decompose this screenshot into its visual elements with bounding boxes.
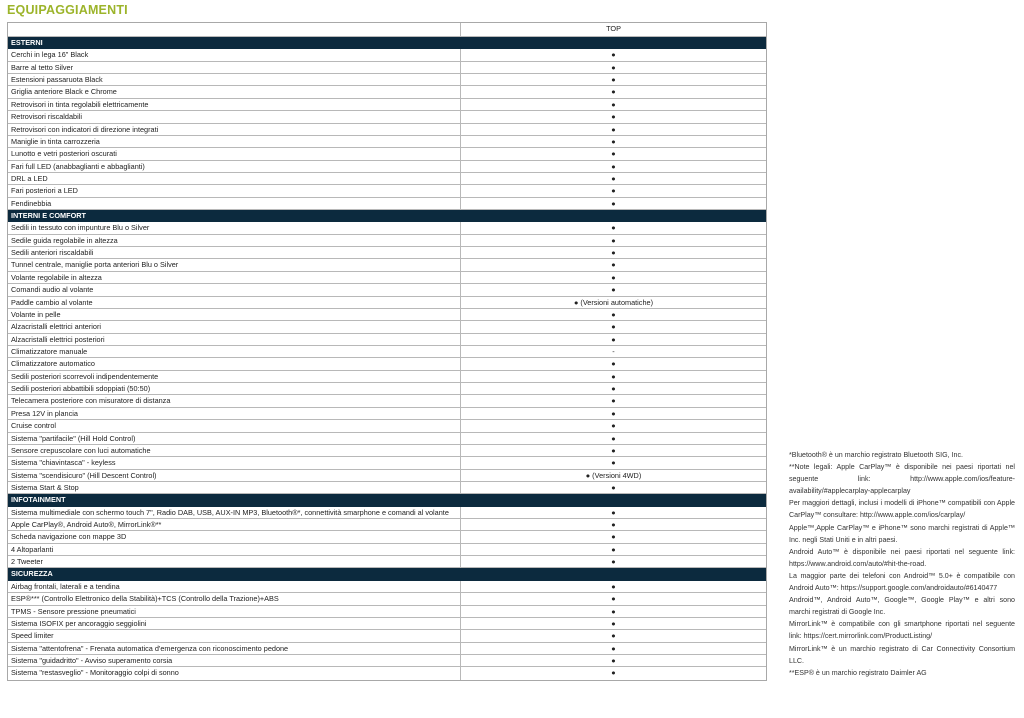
table-row bbox=[8, 371, 766, 383]
footnote: Android™, Android Auto™, Google™, Google Play™ e altri sono marchi registrati di Google Inc. bbox=[789, 596, 1015, 617]
feature-label: Sistema Start & Stop bbox=[8, 482, 461, 493]
feature-availability: ● bbox=[611, 50, 616, 60]
feature-availability: ● bbox=[611, 260, 616, 270]
feature-label: Sistema "guidadritto" - Avviso superamento corsia bbox=[8, 655, 461, 666]
feature-label: Speed limiter bbox=[8, 630, 461, 641]
feature-availability: ● bbox=[611, 631, 616, 641]
feature-label: 4 Altoparlanti bbox=[8, 544, 461, 555]
feature-availability: ● bbox=[611, 99, 616, 109]
feature-label: Sistema ISOFIX per ancoraggio seggiolini bbox=[8, 618, 461, 629]
feature-availability: ● bbox=[611, 408, 616, 418]
section-header-row bbox=[8, 568, 766, 580]
table-row bbox=[8, 346, 766, 358]
equipment-table bbox=[7, 22, 767, 681]
feature-availability: ● bbox=[611, 532, 616, 542]
feature-availability: ● bbox=[611, 643, 616, 653]
feature-label: 2 Tweeter bbox=[8, 556, 461, 567]
feature-label: Comandi audio al volante bbox=[8, 284, 461, 295]
table-row bbox=[8, 643, 766, 655]
feature-availability: ● bbox=[611, 507, 616, 517]
feature-availability: ● bbox=[611, 75, 616, 85]
table-row bbox=[8, 272, 766, 284]
feature-label: Apple CarPlay®, Android Auto®, MirrorLink®** bbox=[8, 519, 461, 530]
feature-label: Climatizzatore automatico bbox=[8, 358, 461, 369]
feature-label: Volante in pelle bbox=[8, 309, 461, 320]
footnote: **ESP® è un marchio registrato Daimler AG bbox=[789, 668, 927, 677]
table-row bbox=[8, 531, 766, 543]
feature-label: Sistema "scendisicuro" (Hill Descent Control) bbox=[8, 470, 461, 481]
table-row bbox=[8, 284, 766, 296]
feature-label: Alzacristalli elettrici anteriori bbox=[8, 321, 461, 332]
feature-label: Retrovisori in tinta regolabili elettricamente bbox=[8, 99, 461, 110]
table-row bbox=[8, 334, 766, 346]
section-value-cell bbox=[461, 37, 766, 48]
feature-label: Paddle cambio al volante bbox=[8, 297, 461, 308]
table-row bbox=[8, 383, 766, 395]
feature-availability: ● bbox=[611, 87, 616, 97]
feature-label: Retrovisori con indicatori di direzione integrati bbox=[8, 124, 461, 135]
table-row bbox=[8, 185, 766, 197]
table-row bbox=[8, 235, 766, 247]
feature-availability: ● bbox=[611, 396, 616, 406]
feature-label: Sistema "partifacile" (Hill Hold Control) bbox=[8, 433, 461, 444]
feature-availability: ● bbox=[611, 458, 616, 468]
section-header-row bbox=[8, 210, 766, 222]
table-row bbox=[8, 470, 766, 482]
feature-label: ESP®*** (Controllo Elettronico della Stabilità)+TCS (Controllo della Trazione)+ABS bbox=[8, 593, 461, 604]
table-row bbox=[8, 62, 766, 74]
feature-availability: ● bbox=[611, 272, 616, 282]
feature-availability: ● bbox=[611, 520, 616, 530]
table-row bbox=[8, 519, 766, 531]
table-row bbox=[8, 667, 766, 679]
feature-availability: ● bbox=[611, 285, 616, 295]
feature-availability: ● bbox=[611, 359, 616, 369]
feature-availability: ● bbox=[611, 223, 616, 233]
table-row bbox=[8, 507, 766, 519]
table-row bbox=[8, 86, 766, 98]
table-row bbox=[8, 482, 766, 494]
section-title: ESTERNI bbox=[11, 38, 43, 47]
feature-availability: ● bbox=[611, 334, 616, 344]
feature-availability: ● bbox=[611, 149, 616, 159]
feature-label: Fendinebbia bbox=[8, 198, 461, 209]
page-title: EQUIPAGGIAMENTI bbox=[7, 3, 128, 17]
table-row bbox=[8, 297, 766, 309]
feature-label: DRL a LED bbox=[8, 173, 461, 184]
feature-label: Fari posteriori a LED bbox=[8, 185, 461, 196]
feature-availability: ● bbox=[611, 248, 616, 258]
feature-label: Sistema "attentofrena" - Frenata automatica d'emergenza con riconoscimento pedone bbox=[8, 643, 461, 654]
feature-label: Sedile guida regolabile in altezza bbox=[8, 235, 461, 246]
feature-availability: ● bbox=[611, 322, 616, 332]
table-row bbox=[8, 457, 766, 469]
feature-label: Sedili posteriori scorrevoli indipendentemente bbox=[8, 371, 461, 382]
footnotes bbox=[789, 449, 1015, 679]
feature-label: Griglia anteriore Black e Chrome bbox=[8, 86, 461, 97]
table-row bbox=[8, 581, 766, 593]
table-row bbox=[8, 74, 766, 86]
feature-availability: ● bbox=[611, 606, 616, 616]
feature-availability: ● bbox=[611, 384, 616, 394]
footnote: Apple™,Apple CarPlay™ e iPhone™ sono marchi registrati di Apple™ Inc. negli Stati Uniti e in altri paesi. bbox=[789, 523, 1015, 544]
footnote: Android Auto™ è disponibile nei paesi riportati nel seguente link: https://www.android.com/auto/#hit-the-road. bbox=[789, 547, 1015, 568]
feature-label: Retrovisori riscaldabili bbox=[8, 111, 461, 122]
feature-label: Climatizzatore manuale bbox=[8, 346, 461, 357]
table-row bbox=[8, 420, 766, 432]
table-row bbox=[8, 309, 766, 321]
feature-label: Sistema "chiavintasca" - keyless bbox=[8, 457, 461, 468]
feature-availability: ● bbox=[611, 668, 616, 678]
section-header-row bbox=[8, 37, 766, 49]
table-row bbox=[8, 259, 766, 271]
feature-label: Airbag frontali, laterali e a tendina bbox=[8, 581, 461, 592]
table-row bbox=[8, 124, 766, 136]
table-row bbox=[8, 606, 766, 618]
footnote: MirrorLink™ è compatibile con gli smartphone riportati nel seguente link: https://cert.mirrorlink.com/ProductListing/ bbox=[789, 620, 1015, 641]
feature-availability: ● bbox=[611, 198, 616, 208]
table-row bbox=[8, 556, 766, 568]
footnote: **Note legali: Apple CarPlay™ è disponibile nei paesi riportati nel seguente link: http://www.apple.com/ios/feature-availability/#applecarplay-applecarplay bbox=[789, 463, 1015, 496]
feature-label: Fari full LED (anabbaglianti e abbaglianti) bbox=[8, 161, 461, 172]
table-row bbox=[8, 395, 766, 407]
feature-availability: ● bbox=[611, 421, 616, 431]
table-row bbox=[8, 655, 766, 667]
feature-availability: ● bbox=[611, 594, 616, 604]
feature-label: Sedili anteriori riscaldabili bbox=[8, 247, 461, 258]
section-value-cell bbox=[461, 494, 766, 505]
feature-label: TPMS - Sensore pressione pneumatici bbox=[8, 606, 461, 617]
section-value-cell bbox=[461, 210, 766, 221]
section-header-row bbox=[8, 494, 766, 506]
feature-label: Telecamera posteriore con misuratore di distanza bbox=[8, 395, 461, 406]
feature-column-header bbox=[8, 23, 461, 36]
feature-availability: - bbox=[612, 346, 615, 356]
table-row bbox=[8, 618, 766, 630]
feature-availability: ● bbox=[611, 62, 616, 72]
table-row bbox=[8, 148, 766, 160]
table-row bbox=[8, 593, 766, 605]
table-row bbox=[8, 49, 766, 61]
feature-label: Sistema "restasveglio" - Monitoraggio colpi di sonno bbox=[8, 667, 461, 679]
feature-availability: ● bbox=[611, 544, 616, 554]
feature-availability: ● bbox=[611, 581, 616, 591]
table-row bbox=[8, 544, 766, 556]
table-row bbox=[8, 222, 766, 234]
feature-label: Lunotto e vetri posteriori oscurati bbox=[8, 148, 461, 159]
feature-availability: ● (Versioni 4WD) bbox=[585, 470, 642, 480]
feature-availability: ● (Versioni automatiche) bbox=[573, 297, 654, 307]
table-row bbox=[8, 630, 766, 642]
feature-label: Sedili posteriori abbattibili sdoppiati (50:50) bbox=[8, 383, 461, 394]
table-row bbox=[8, 136, 766, 148]
feature-availability: ● bbox=[611, 433, 616, 443]
trim-column-header: TOP bbox=[606, 24, 621, 33]
feature-availability: ● bbox=[611, 124, 616, 134]
section-title: SICUREZZA bbox=[11, 569, 53, 579]
feature-label: Volante regolabile in altezza bbox=[8, 272, 461, 283]
feature-label: Presa 12V in plancia bbox=[8, 408, 461, 419]
feature-availability: ● bbox=[611, 235, 616, 245]
feature-availability: ● bbox=[611, 309, 616, 319]
feature-availability: ● bbox=[611, 161, 616, 171]
table-row bbox=[8, 198, 766, 210]
feature-label: Tunnel centrale, maniglie porta anteriori Blu o Silver bbox=[8, 259, 461, 270]
feature-label: Barre al tetto Silver bbox=[8, 62, 461, 73]
feature-label: Sensore crepuscolare con luci automatiche bbox=[8, 445, 461, 456]
table-row bbox=[8, 321, 766, 333]
feature-label: Sistema multimediale con schermo touch 7", Radio DAB, USB, AUX-IN MP3, Bluetooth®*, connettività smarphone e comandi al volante bbox=[8, 507, 461, 518]
feature-label: Maniglie in tinta carrozzeria bbox=[8, 136, 461, 147]
feature-label: Sedili in tessuto con impunture Blu o Silver bbox=[8, 222, 461, 233]
table-row bbox=[8, 247, 766, 259]
feature-availability: ● bbox=[611, 655, 616, 665]
footnote: Per maggiori dettagli, inclusi i modelli di iPhone™ compatibili con Apple CarPlay™ consultare: http://www.apple.com/ios/carplay/ bbox=[789, 499, 1015, 520]
table-row bbox=[8, 445, 766, 457]
feature-availability: ● bbox=[611, 618, 616, 628]
feature-availability: ● bbox=[611, 445, 616, 455]
feature-availability: ● bbox=[611, 112, 616, 122]
table-row bbox=[8, 111, 766, 123]
table-row bbox=[8, 161, 766, 173]
table-row bbox=[8, 358, 766, 370]
feature-label: Alzacristalli elettrici posteriori bbox=[8, 334, 461, 345]
feature-label: Estensioni passaruota Black bbox=[8, 74, 461, 85]
footnote: MirrorLink™ è un marchio registrato di Car Connectivity Consortium LLC. bbox=[789, 644, 1015, 665]
section-value-cell bbox=[461, 568, 766, 579]
footnote: La maggior parte dei telefoni con Android™ 5.0+ è compatibile con Android Auto™: https://support.google.com/androidauto/#6140477 bbox=[789, 571, 1015, 593]
feature-availability: ● bbox=[611, 557, 616, 567]
section-title: INFOTAINMENT bbox=[11, 495, 66, 505]
table-row bbox=[8, 99, 766, 111]
section-title: INTERNI E COMFORT bbox=[11, 211, 86, 221]
table-row bbox=[8, 173, 766, 185]
feature-label: Scheda navigazione con mappe 3D bbox=[8, 531, 461, 542]
feature-availability: ● bbox=[611, 371, 616, 381]
feature-availability: ● bbox=[611, 173, 616, 183]
table-row bbox=[8, 408, 766, 420]
table-row bbox=[8, 433, 766, 445]
feature-label: Cerchi in lega 16" Black bbox=[8, 49, 461, 60]
feature-availability: ● bbox=[611, 482, 616, 492]
footnote: *Bluetooth® è un marchio registrato Bluetooth SIG, Inc. bbox=[789, 451, 963, 459]
table-header-row bbox=[8, 23, 766, 37]
feature-availability: ● bbox=[611, 136, 616, 146]
feature-label: Cruise control bbox=[8, 420, 461, 431]
feature-availability: ● bbox=[611, 186, 616, 196]
